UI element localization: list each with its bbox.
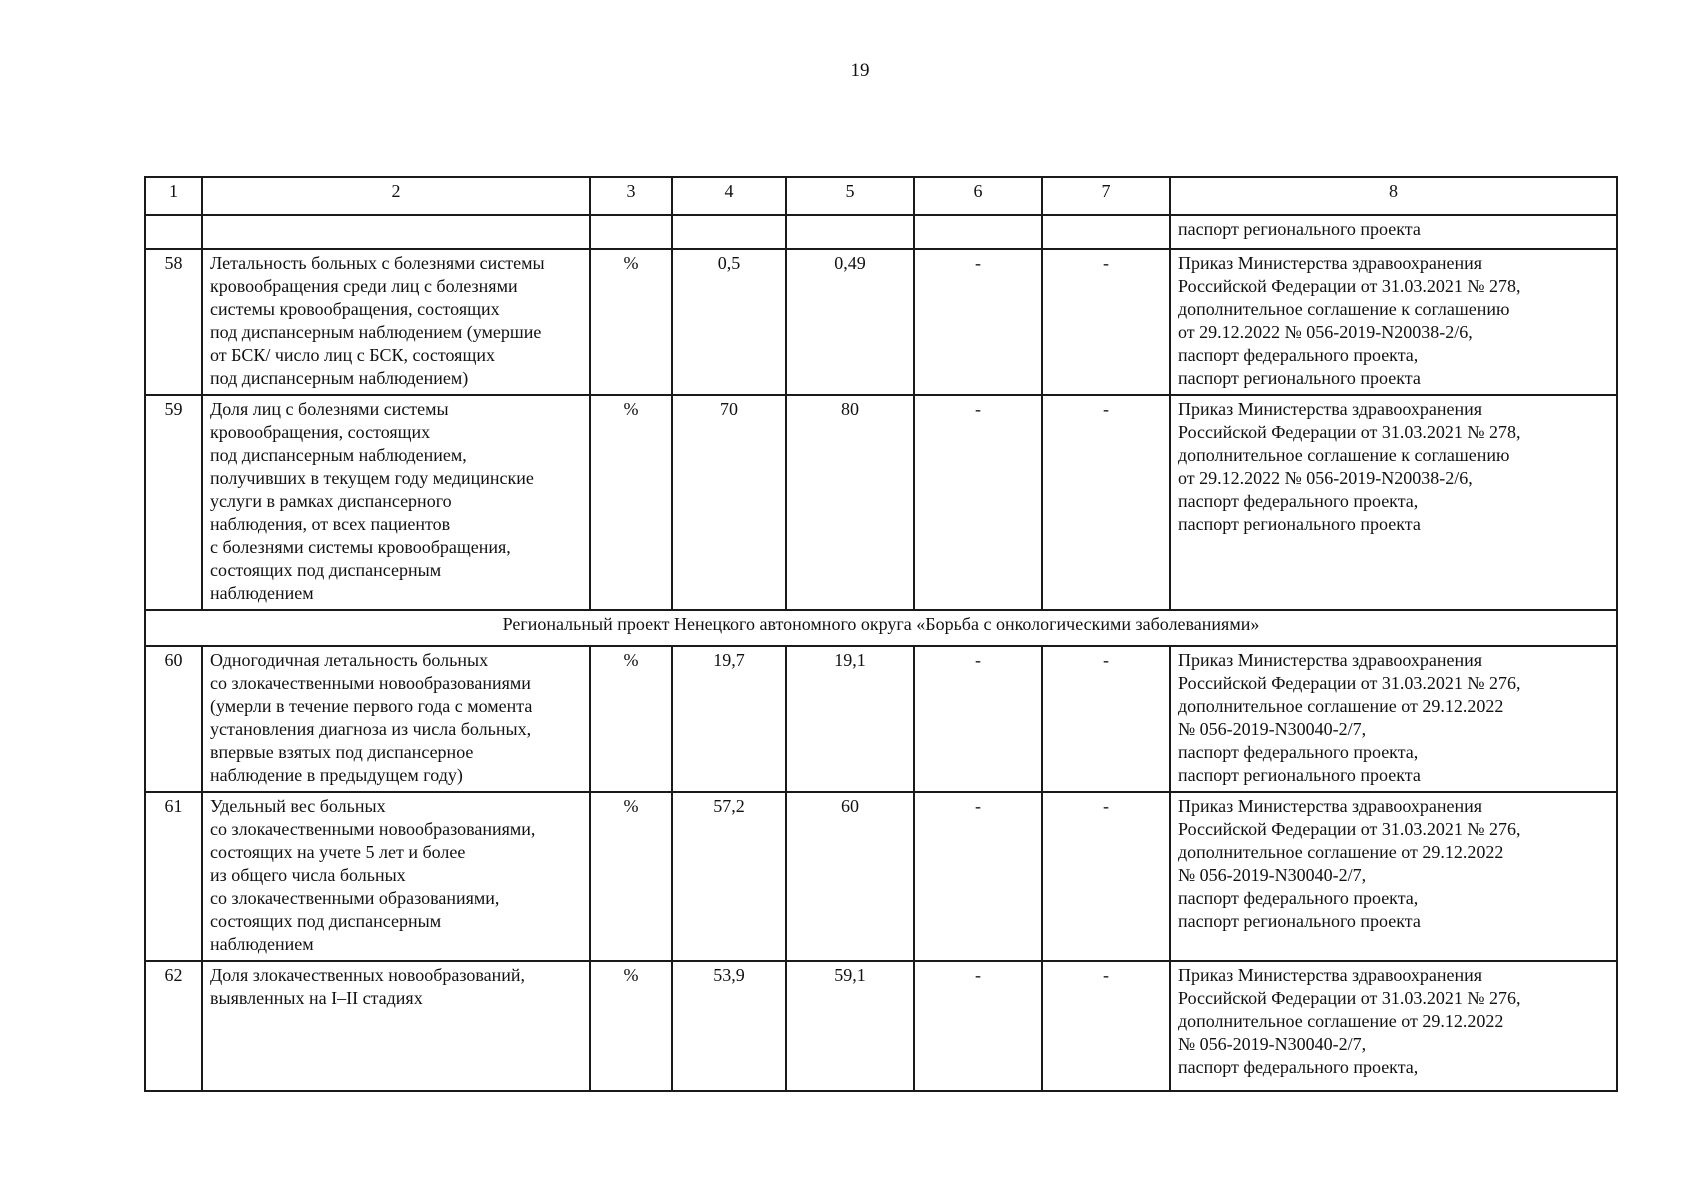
text-line: Приказ Министерства здравоохранения bbox=[1178, 399, 1483, 419]
text-line: дополнительное соглашение от 29.12.2022 bbox=[1178, 696, 1504, 716]
table-cell bbox=[786, 215, 914, 249]
text-line: Летальность больных с болезнями системы bbox=[210, 253, 545, 273]
column-header: 7 bbox=[1042, 177, 1170, 215]
column-header: 6 bbox=[914, 177, 1042, 215]
value-cell: - bbox=[914, 249, 1042, 395]
source-cell bbox=[1170, 249, 1617, 395]
text-line: Приказ Министерства здравоохранения bbox=[1178, 253, 1483, 273]
indicators-table bbox=[144, 176, 1618, 1092]
text-line: паспорт федерального проекта, bbox=[1178, 888, 1419, 908]
text-line: дополнительное соглашение от 29.12.2022 bbox=[1178, 1011, 1504, 1031]
page-number: 19 bbox=[850, 60, 870, 81]
text-line: дополнительное соглашение от 29.12.2022 bbox=[1178, 842, 1504, 862]
value-cell: 0,5 bbox=[672, 249, 786, 395]
row-number: 58 bbox=[145, 249, 202, 395]
text-line: услуги в рамках диспансерного bbox=[210, 491, 452, 511]
value-cell: 53,9 bbox=[672, 961, 786, 1091]
value-cell: - bbox=[1042, 961, 1170, 1091]
text-line: Удельный вес больных bbox=[210, 796, 386, 816]
text-line: кровообращения среди лиц с болезнями bbox=[210, 276, 518, 296]
indicator-name-cell bbox=[202, 249, 590, 395]
column-header: 2 bbox=[202, 177, 590, 215]
table-row bbox=[145, 249, 1617, 395]
text-line: № 056-2019-N30040-2/7, bbox=[1178, 1034, 1367, 1054]
text-line: состоящих под диспансерным bbox=[210, 560, 442, 580]
column-header: 4 bbox=[672, 177, 786, 215]
text-line: паспорт регионального проекта bbox=[1178, 765, 1421, 785]
text-line: паспорт регионального проекта bbox=[1178, 911, 1421, 931]
row-number: 61 bbox=[145, 792, 202, 961]
value-cell: 19,7 bbox=[672, 646, 786, 792]
text-line: получивших в текущем году медицинские bbox=[210, 468, 534, 488]
source-cell: паспорт регионального проекта bbox=[1170, 215, 1617, 249]
text-line: от БСК/ число лиц с БСК, состоящих bbox=[210, 345, 495, 365]
table-cell bbox=[145, 215, 202, 249]
section-title: Региональный проект Ненецкого автономного округа «Борьба с онкологическими заболеваниями» bbox=[145, 610, 1617, 646]
value-cell: 19,1 bbox=[786, 646, 914, 792]
text-line: Российской Федерации от 31.03.2021 № 278, bbox=[1178, 422, 1521, 442]
text-line: впервые взятых под диспансерное bbox=[210, 742, 474, 762]
table-row bbox=[145, 646, 1617, 792]
text-line: паспорт федерального проекта, bbox=[1178, 742, 1419, 762]
value-cell: - bbox=[914, 961, 1042, 1091]
text-line: паспорт федерального проекта, bbox=[1178, 1057, 1419, 1077]
indicator-name-cell bbox=[202, 961, 590, 1091]
text-line: паспорт регионального проекта bbox=[1178, 514, 1421, 534]
value-cell: - bbox=[1042, 646, 1170, 792]
text-line: наблюдение в предыдущем году) bbox=[210, 765, 463, 785]
indicator-name-cell bbox=[202, 792, 590, 961]
text-line: Одногодичная летальность больных bbox=[210, 650, 489, 670]
text-line: с болезнями системы кровообращения, bbox=[210, 537, 511, 557]
column-header: 5 bbox=[786, 177, 914, 215]
value-cell: 0,49 bbox=[786, 249, 914, 395]
row-number: 62 bbox=[145, 961, 202, 1091]
unit-cell: % bbox=[590, 646, 672, 792]
text-line: дополнительное соглашение к соглашению bbox=[1178, 299, 1510, 319]
value-cell: - bbox=[914, 646, 1042, 792]
column-header: 8 bbox=[1170, 177, 1617, 215]
text-line: под диспансерным наблюдением) bbox=[210, 368, 469, 388]
text-line: со злокачественными новообразованиями, bbox=[210, 819, 536, 839]
source-cell bbox=[1170, 646, 1617, 792]
table-row bbox=[145, 792, 1617, 961]
table-cell bbox=[914, 215, 1042, 249]
column-number-header-row bbox=[145, 177, 1617, 215]
text-line: под диспансерным наблюдением (умершие bbox=[210, 322, 542, 342]
text-line: Российской Федерации от 31.03.2021 № 276, bbox=[1178, 988, 1521, 1008]
section-row bbox=[145, 610, 1617, 646]
text-line: от 29.12.2022 № 056-2019-N20038-2/6, bbox=[1178, 322, 1473, 342]
text-line: наблюдением bbox=[210, 583, 314, 603]
table-cell bbox=[590, 215, 672, 249]
indicator-name-cell bbox=[202, 395, 590, 610]
text-line: паспорт федерального проекта, bbox=[1178, 345, 1419, 365]
text-line: под диспансерным наблюдением, bbox=[210, 445, 467, 465]
column-header: 1 bbox=[145, 177, 202, 215]
table-row bbox=[145, 395, 1617, 610]
text-line: со злокачественными новообразованиями bbox=[210, 673, 531, 693]
source-cell bbox=[1170, 961, 1617, 1091]
table-cell bbox=[672, 215, 786, 249]
text-line: состоящих под диспансерным bbox=[210, 911, 442, 931]
value-cell: 59,1 bbox=[786, 961, 914, 1091]
text-line: № 056-2019-N30040-2/7, bbox=[1178, 865, 1367, 885]
text-line: (умерли в течение первого года с момента bbox=[210, 696, 533, 716]
text-line: кровообращения, состоящих bbox=[210, 422, 431, 442]
row-number: 59 bbox=[145, 395, 202, 610]
unit-cell: % bbox=[590, 792, 672, 961]
value-cell: - bbox=[914, 792, 1042, 961]
text-line: со злокачественными образованиями, bbox=[210, 888, 500, 908]
text-line: дополнительное соглашение к соглашению bbox=[1178, 445, 1510, 465]
source-cell bbox=[1170, 792, 1617, 961]
value-cell: - bbox=[1042, 792, 1170, 961]
text-line: выявленных на I–II стадиях bbox=[210, 988, 423, 1008]
text-line: системы кровообращения, состоящих bbox=[210, 299, 500, 319]
value-cell: 57,2 bbox=[672, 792, 786, 961]
text-line: Российской Федерации от 31.03.2021 № 278, bbox=[1178, 276, 1521, 296]
text-line: установления диагноза из числа больных, bbox=[210, 719, 532, 739]
indicator-name-cell bbox=[202, 646, 590, 792]
row-number: 60 bbox=[145, 646, 202, 792]
text-line: Доля злокачественных новообразований, bbox=[210, 965, 526, 985]
text-line: Приказ Министерства здравоохранения bbox=[1178, 965, 1483, 985]
text-line: Приказ Министерства здравоохранения bbox=[1178, 796, 1483, 816]
table-cell bbox=[202, 215, 590, 249]
text-line: паспорт регионального проекта bbox=[1178, 368, 1421, 388]
value-cell: 70 bbox=[672, 395, 786, 610]
text-line: от 29.12.2022 № 056-2019-N20038-2/6, bbox=[1178, 468, 1473, 488]
unit-cell: % bbox=[590, 249, 672, 395]
table-cell bbox=[1042, 215, 1170, 249]
text-line: Приказ Министерства здравоохранения bbox=[1178, 650, 1483, 670]
text-line: состоящих на учете 5 лет и более bbox=[210, 842, 466, 862]
unit-cell: % bbox=[590, 395, 672, 610]
text-line: наблюдения, от всех пациентов bbox=[210, 514, 451, 534]
text-line: Российской Федерации от 31.03.2021 № 276, bbox=[1178, 819, 1521, 839]
value-cell: - bbox=[914, 395, 1042, 610]
unit-cell: % bbox=[590, 961, 672, 1091]
value-cell: 60 bbox=[786, 792, 914, 961]
text-line: наблюдением bbox=[210, 934, 314, 954]
text-line: Российской Федерации от 31.03.2021 № 276, bbox=[1178, 673, 1521, 693]
table-row bbox=[145, 961, 1617, 1091]
text-line: № 056-2019-N30040-2/7, bbox=[1178, 719, 1367, 739]
text-line: паспорт федерального проекта, bbox=[1178, 491, 1419, 511]
text-line: Доля лиц с болезнями системы bbox=[210, 399, 449, 419]
continuation-row bbox=[145, 215, 1617, 249]
source-cell bbox=[1170, 395, 1617, 610]
text-line: из общего числа больных bbox=[210, 865, 406, 885]
column-header: 3 bbox=[590, 177, 672, 215]
value-cell: - bbox=[1042, 395, 1170, 610]
value-cell: - bbox=[1042, 249, 1170, 395]
value-cell: 80 bbox=[786, 395, 914, 610]
